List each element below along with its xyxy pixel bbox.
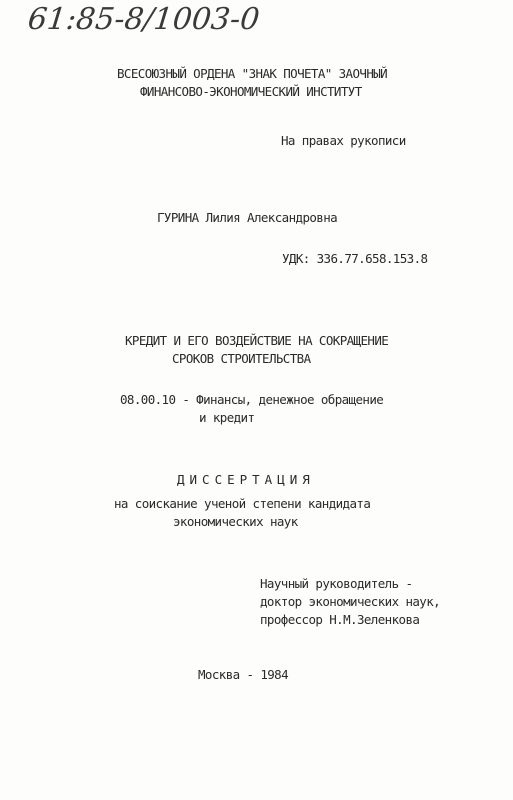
supervisor-line-1: Научный руководитель - (260, 576, 413, 591)
thesis-title-line-2: СРОКОВ СТРОИТЕЛЬСТВА (172, 351, 311, 366)
institution-line-2: ФИНАНСОВО-ЭКОНОМИЧЕСКИЙ ИНСТИТУТ (140, 84, 362, 99)
archive-number: 61:85-8/1003-0 (26, 2, 262, 37)
thesis-title-line-1: КРЕДИТ И ЕГО ВОЗДЕЙСТВИЕ НА СОКРАЩЕНИЕ (125, 333, 389, 348)
dissertation-line-1: на соискание ученой степени кандидата (114, 496, 371, 511)
udk-code: УДК: 336.77.658.153.8 (282, 251, 428, 266)
dissertation-line-2: экономических наук (173, 514, 298, 529)
city-year: Москва - 1984 (198, 667, 289, 682)
rights-note: На правах рукописи (281, 133, 406, 148)
supervisor-line-3: профессор Н.М.Зеленкова (260, 612, 420, 627)
institution-line-1: ВСЕСОЮЗНЫЙ ОРДЕНА "ЗНАК ПОЧЕТА" ЗАОЧНЫЙ (117, 66, 388, 81)
author-name: ГУРИНА Лилия Александровна (157, 210, 338, 225)
dissertation-heading: ДИССЕРТАЦИЯ (177, 472, 315, 487)
supervisor-line-2: доктор экономических наук, (260, 594, 441, 609)
specialty-line-2: и кредит (199, 410, 255, 425)
specialty-line-1: 08.00.10 - Финансы, денежное обращение (120, 392, 384, 407)
